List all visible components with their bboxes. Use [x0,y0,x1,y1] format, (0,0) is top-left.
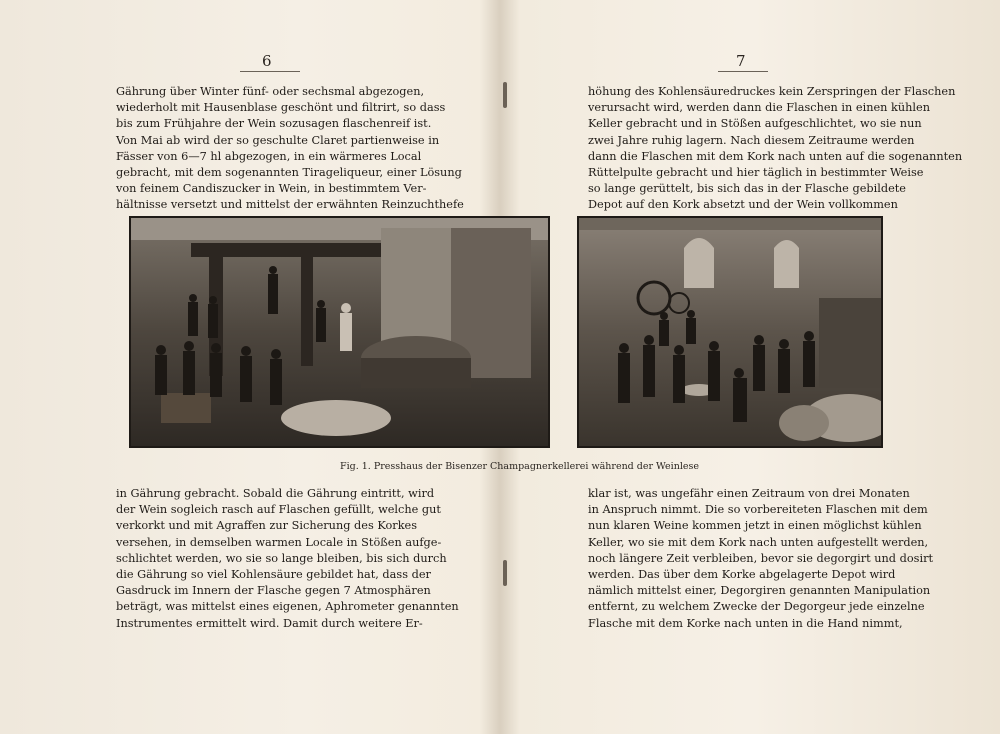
text-line: Gasdruck im Innern der Flasche gegen 7 Atmosphären [116,584,431,598]
text-line: werden. Das über dem Korke abgelagerte Depot wird [588,568,896,582]
page-number-left: 6 [262,52,272,70]
text-line: gebracht, mit dem sogenannten Tirageliqueur, einer Lösung [116,166,462,180]
text-line: entfernt, zu welchem Zwecke der Degorgeur jede einzelne [588,600,925,614]
binding-staple [503,82,507,108]
right-page-bottom-text [588,486,934,632]
text-line: klar ist, was ungefähr einen Zeitraum von drei Monaten [588,487,910,500]
page-number-rule-right [718,71,768,72]
text-line: wiederholt mit Hausenblase geschönt und filtrirt, so dass [116,101,446,115]
text-line: Keller gebracht und in Stößen aufgeschlichtet, wo sie nun [588,117,922,131]
left-page-bottom-text [116,486,459,632]
press-house-photo-left [129,216,550,448]
binding-staple [503,560,507,586]
text-line: Rüttelpulte gebracht und hier täglich in bestimmter Weise [588,166,924,180]
text-line: Fässer von 6—7 hl abgezogen, in ein wärmeres Local [116,149,422,163]
text-line: nämlich mittelst einer, Degorgiren genannten Manipulation [588,584,931,598]
text-line: dann die Flaschen mit dem Kork nach unten auf die sogenannten [588,149,963,163]
page-number-right: 7 [736,52,746,70]
text-line: noch längere Zeit verbleiben, bevor sie degorgirt und dosirt [588,551,934,565]
text-line: der Wein sogleich rasch auf Flaschen gefüllt, welche gut [116,503,441,517]
text-line: nun klaren Weine kommen jetzt in einen möglichst kühlen [588,519,922,533]
right-page-top-text [588,84,963,214]
text-line: so lange gerüttelt, bis sich das in der Flasche gebildete [588,182,906,196]
text-line: verursacht wird, werden dann die Flaschen in einen kühlen [588,101,930,115]
text-line: bis zum Frühjahre der Wein sozusagen flaschenreif ist. [116,117,432,131]
text-line: von feinem Candiszucker in Wein, in bestimmtem Ver- [116,182,427,196]
text-line: verkorkt und mit Agraffen zur Sicherung des Korkes [116,519,418,533]
text-line: in Gährung gebracht. Sobald die Gährung eintritt, wird [116,487,435,500]
text-line: Gährung über Winter fünf- oder sechsmal abgezogen, [116,85,425,98]
text-line: Instrumentes ermittelt wird. Damit durch weitere Er- [116,616,423,630]
page-number-rule-left [240,71,300,72]
text-line: zwei Jahre ruhig lagern. Nach diesem Zeitraume werden [588,133,915,147]
text-line: Depot auf den Kork absetzt und der Wein vollkommen [588,198,898,212]
text-line: beträgt, was mittelst eines eigenen, Aphrometer genannten [116,600,459,614]
text-line: schlichtet werden, wo sie so lange bleiben, bis sich durch [116,551,447,565]
text-line: in Anspruch nimmt. Die so vorbereiteten Flaschen mit dem [588,503,928,517]
text-line: höhung des Kohlensäuredruckes kein Zerspringen der Flaschen [588,85,956,98]
figure-caption: Fig. 1. Presshaus der Bisenzer Champagnerkellerei während der Weinlese [340,461,699,472]
text-line: hältnisse versetzt und mittelst der erwähnten Reinzuchthefe [116,198,464,212]
text-line: Flasche mit dem Korke nach unten in die Hand nimmt, [588,616,903,630]
text-line: versehen, in demselben warmen Locale in Stößen aufge- [116,535,442,549]
cellar-photo-right [577,216,883,448]
text-line: Keller, wo sie mit dem Kork nach unten aufgestellt werden, [588,535,929,549]
left-page-top-text [116,84,464,214]
text-line: die Gährung so viel Kohlensäure gebildet hat, dass der [116,568,431,582]
text-line: Von Mai ab wird der so geschulte Claret partienweise in [116,133,440,147]
